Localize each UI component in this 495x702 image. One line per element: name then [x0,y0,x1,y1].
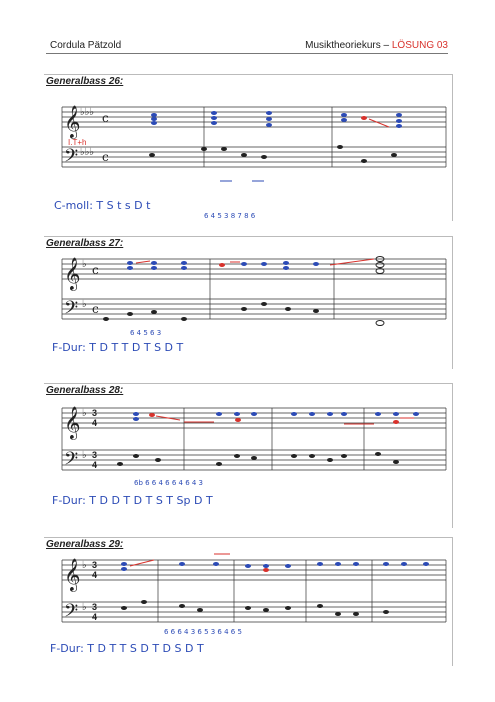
svg-text:♭: ♭ [82,259,87,270]
function-labels: T D D T D T S T Sp D T [89,494,213,507]
exercise-title: Generalbass 26: [46,76,124,87]
solution-label: LÖSUNG 03 [391,40,448,51]
svg-text:c: c [92,302,99,316]
svg-text:4: 4 [92,612,98,622]
figured-bass: 6 4 5 3 8 7 8 6 [204,212,256,220]
svg-text:𝄞: 𝄞 [64,558,81,591]
svg-text:♭: ♭ [82,408,87,419]
exercise-title: Generalbass 29: [46,539,124,550]
exercise-title: Generalbass 27: [46,238,124,249]
svg-text:♭♭♭: ♭♭♭ [80,147,95,158]
figured-bass: 6 6 6 4 3 6 5 3 6 4 6 5 [164,628,242,636]
exercise-title: Generalbass 28: [46,385,124,396]
svg-text:♭: ♭ [82,560,87,571]
course-label: Musiktheoriekurs – [305,40,392,51]
svg-text:c: c [92,263,99,277]
analysis-line [54,199,150,212]
key-label: C-moll: [54,199,93,212]
svg-text:𝄢: 𝄢 [64,601,79,626]
header-rule [46,53,448,54]
svg-text:𝄞: 𝄞 [64,406,81,439]
key-label: F-Dur: [52,341,86,354]
figured-bass: 6 4 5 6 3 [130,329,162,337]
key-label: F-Dur: [52,494,86,507]
svg-text:♭: ♭ [82,299,87,310]
svg-text:4: 4 [92,460,98,470]
svg-text:3: 3 [92,450,98,460]
svg-text:3: 3 [92,602,98,612]
svg-text:𝄢: 𝄢 [64,449,79,474]
exercise-29 [44,537,453,666]
svg-text:𝄞: 𝄞 [64,105,81,138]
svg-text:4: 4 [92,418,98,428]
function-labels: T D T T D T S D T [89,341,184,354]
analysis-line [52,494,213,507]
svg-text:♭: ♭ [82,602,87,613]
analysis-line [52,341,183,354]
exercise-27 [44,236,453,369]
function-labels: T D T T S D T D S D T [87,642,204,655]
exercise-28 [44,383,453,528]
svg-text:𝄞: 𝄞 [64,257,81,290]
function-labels: T S t s D t [96,199,151,212]
svg-text:3: 3 [92,560,98,570]
svg-text:c: c [102,150,109,164]
svg-text:c: c [102,111,109,125]
course-title [305,40,448,51]
svg-text:♭♭♭: ♭♭♭ [80,107,95,118]
svg-text:𝄢: 𝄢 [64,298,79,323]
svg-text:I.T+h: I.T+h [68,138,87,147]
figured-bass: 6b 6 6 4 6 6 4 6 4 3 [134,479,204,487]
svg-text:4: 4 [92,570,98,580]
svg-text:3: 3 [92,408,98,418]
analysis-line [50,642,204,655]
svg-text:♭: ♭ [82,450,87,461]
key-label: F-Dur: [50,642,84,655]
author-name: Cordula Pätzold [50,40,122,51]
exercise-26 [44,74,453,221]
svg-text:𝄢: 𝄢 [64,146,79,171]
